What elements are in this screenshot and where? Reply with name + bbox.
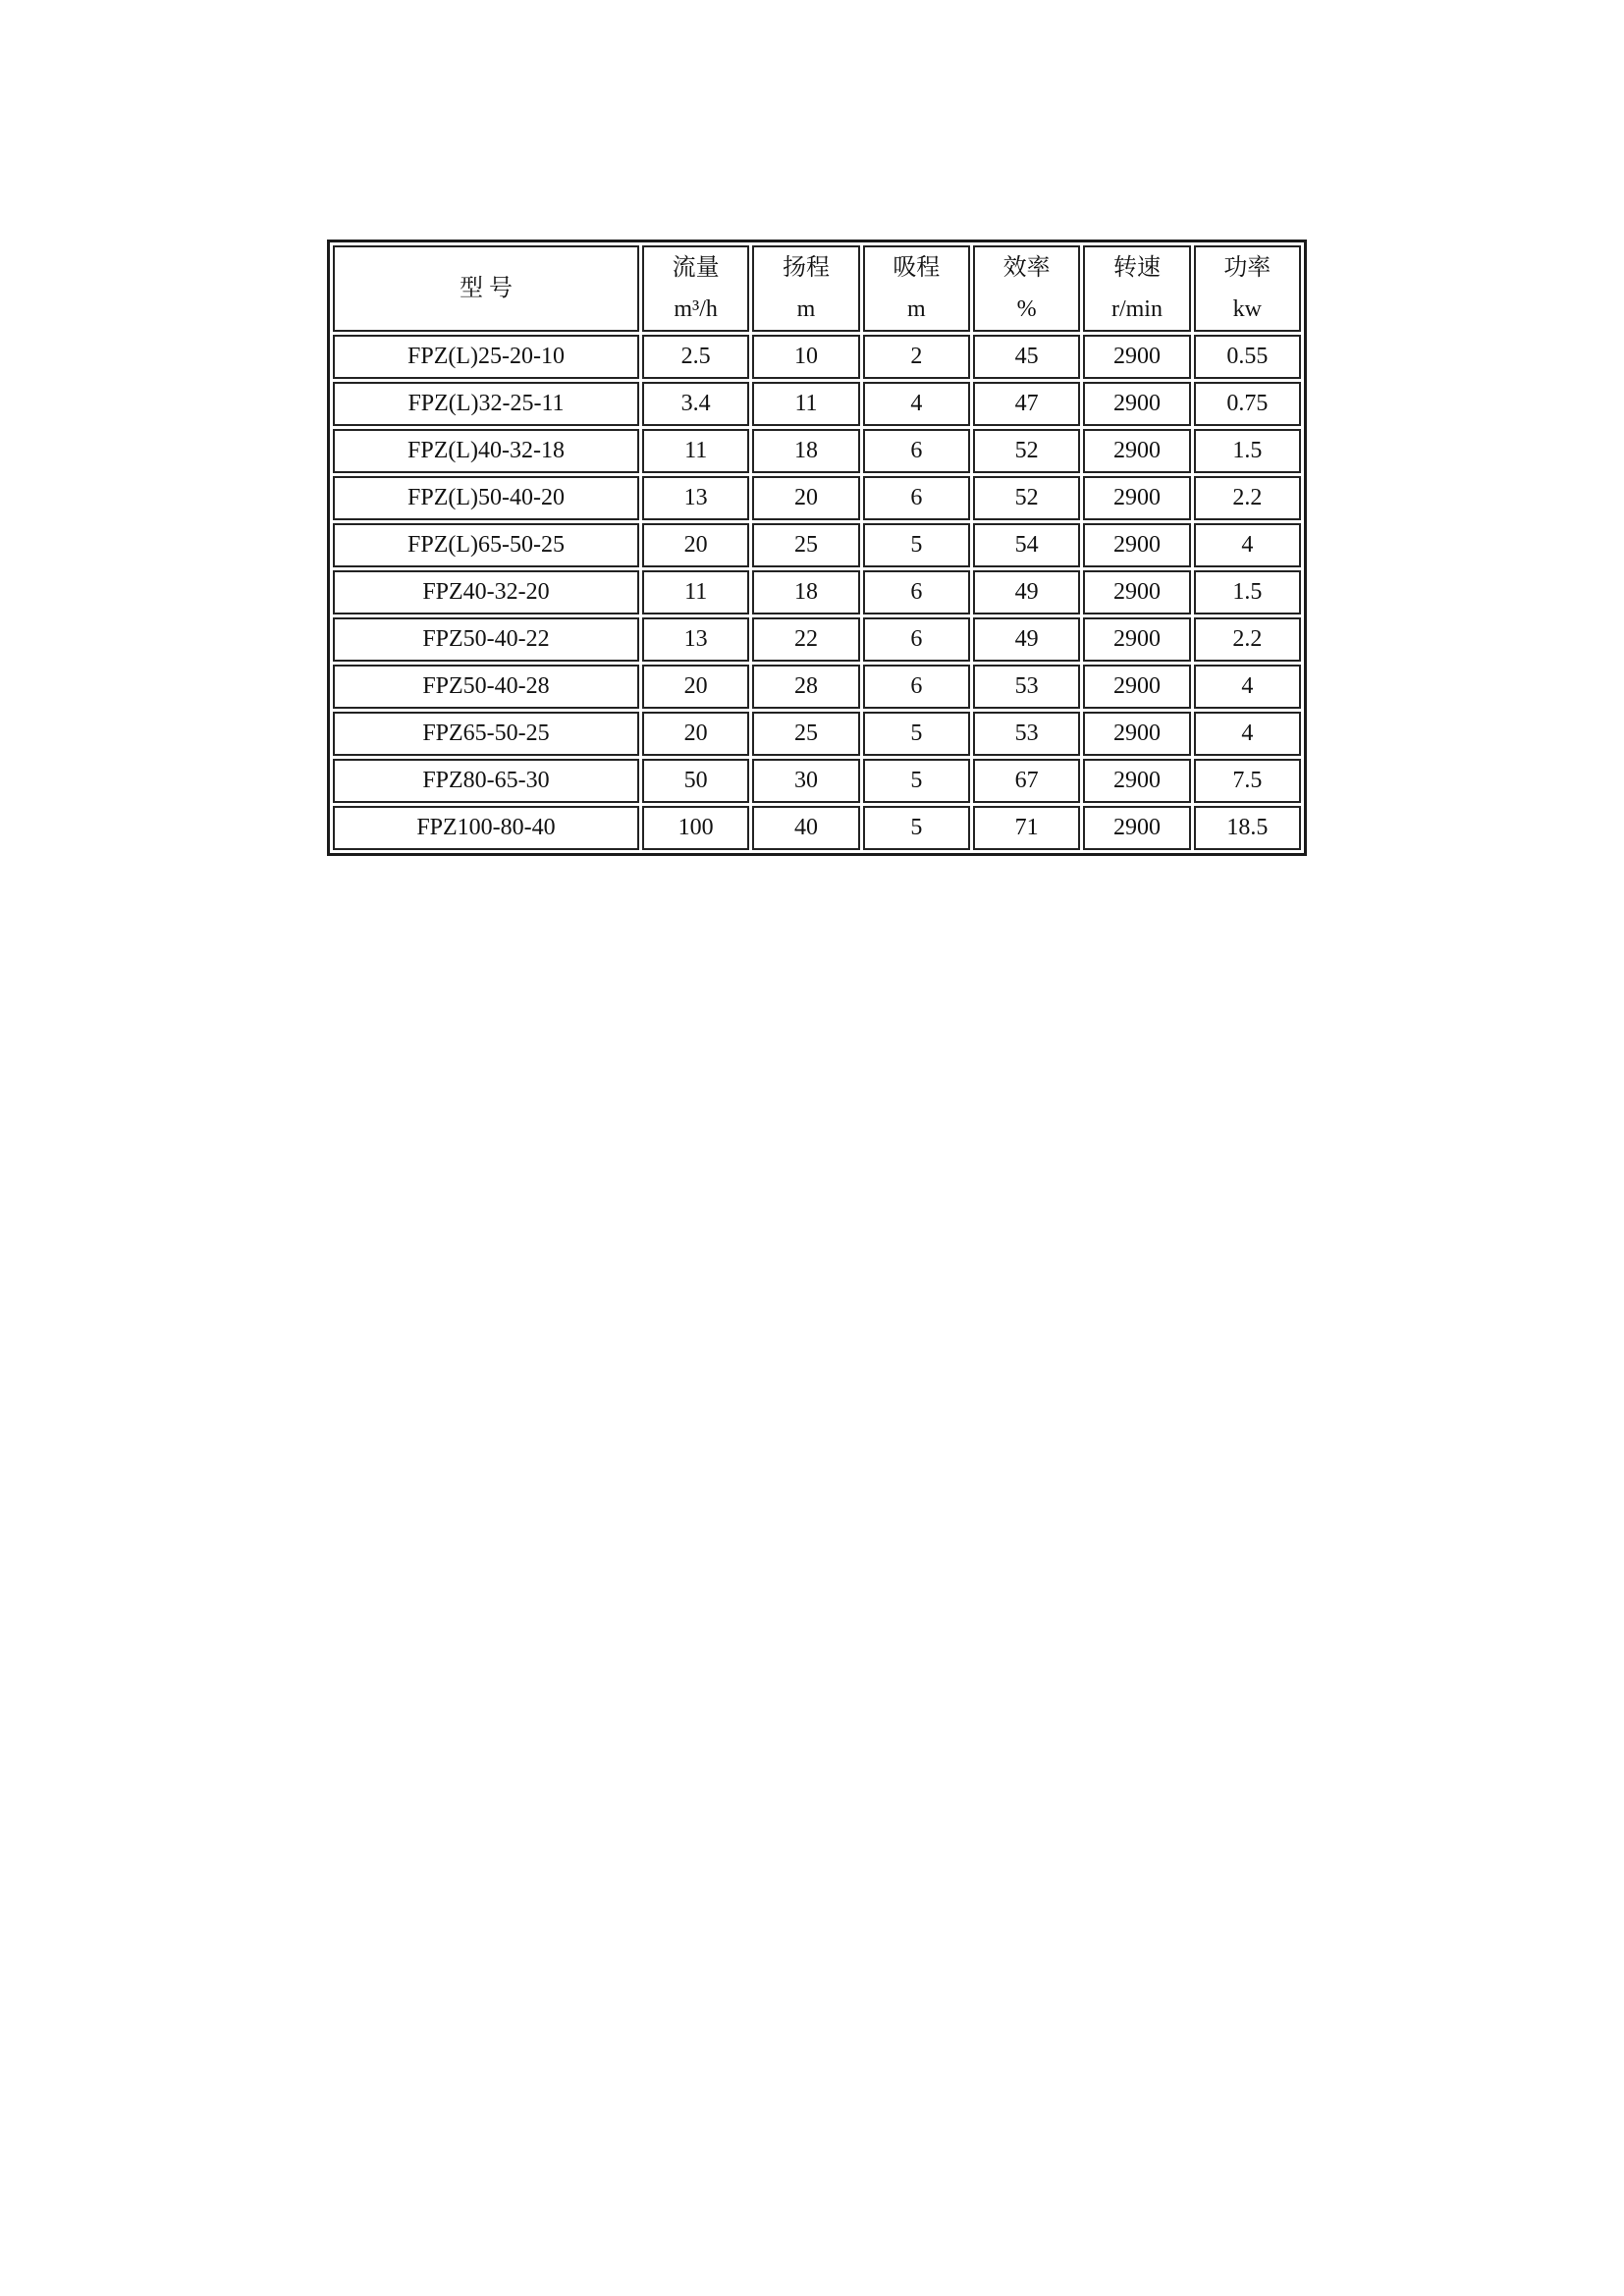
cell-efficiency: 67 <box>973 759 1080 803</box>
cell-speed: 2900 <box>1083 335 1190 379</box>
header-suction <box>863 245 970 332</box>
cell-power: 1.5 <box>1194 429 1301 473</box>
cell-model: FPZ65-50-25 <box>333 712 639 756</box>
cell-model: FPZ40-32-20 <box>333 570 639 614</box>
cell-model: FPZ(L)25-20-10 <box>333 335 639 379</box>
cell-head: 40 <box>752 806 859 850</box>
table-row <box>333 617 1301 662</box>
header-efficiency <box>973 245 1080 332</box>
cell-flow: 2.5 <box>642 335 749 379</box>
cell-head: 18 <box>752 570 859 614</box>
cell-flow: 3.4 <box>642 382 749 426</box>
header-unit: m <box>906 296 926 322</box>
header-label: 型 号 <box>460 276 513 301</box>
header-flow <box>642 245 749 332</box>
table-row <box>333 476 1301 520</box>
cell-speed: 2900 <box>1083 382 1190 426</box>
cell-model: FPZ(L)32-25-11 <box>333 382 639 426</box>
pump-spec-table <box>327 240 1307 856</box>
cell-suction: 2 <box>863 335 970 379</box>
cell-suction: 6 <box>863 429 970 473</box>
cell-efficiency: 52 <box>973 476 1080 520</box>
cell-flow: 50 <box>642 759 749 803</box>
cell-model: FPZ80-65-30 <box>333 759 639 803</box>
table-row <box>333 806 1301 850</box>
header-label: 扬程 <box>782 255 830 281</box>
cell-power: 0.75 <box>1194 382 1301 426</box>
cell-model: FPZ50-40-22 <box>333 617 639 662</box>
cell-efficiency: 49 <box>973 617 1080 662</box>
cell-flow: 13 <box>642 476 749 520</box>
header-power <box>1194 245 1301 332</box>
cell-power: 4 <box>1194 665 1301 709</box>
cell-head: 18 <box>752 429 859 473</box>
table-row <box>333 759 1301 803</box>
cell-head: 30 <box>752 759 859 803</box>
cell-power: 2.2 <box>1194 476 1301 520</box>
cell-speed: 2900 <box>1083 429 1190 473</box>
cell-speed: 2900 <box>1083 712 1190 756</box>
cell-flow: 100 <box>642 806 749 850</box>
cell-flow: 20 <box>642 523 749 567</box>
header-unit: m <box>796 296 816 322</box>
table-row <box>333 570 1301 614</box>
cell-head: 25 <box>752 712 859 756</box>
header-label: 吸程 <box>893 255 941 281</box>
table-row <box>333 712 1301 756</box>
table-row <box>333 335 1301 379</box>
cell-efficiency: 45 <box>973 335 1080 379</box>
cell-model: FPZ(L)50-40-20 <box>333 476 639 520</box>
cell-head: 22 <box>752 617 859 662</box>
cell-flow: 11 <box>642 429 749 473</box>
cell-efficiency: 49 <box>973 570 1080 614</box>
cell-suction: 5 <box>863 806 970 850</box>
cell-model: FPZ100-80-40 <box>333 806 639 850</box>
cell-efficiency: 54 <box>973 523 1080 567</box>
header-unit: % <box>1016 296 1037 322</box>
cell-speed: 2900 <box>1083 523 1190 567</box>
spec-table-grid <box>330 242 1304 853</box>
table-row <box>333 429 1301 473</box>
cell-suction: 4 <box>863 382 970 426</box>
cell-speed: 2900 <box>1083 665 1190 709</box>
cell-power: 4 <box>1194 523 1301 567</box>
cell-model: FPZ(L)65-50-25 <box>333 523 639 567</box>
cell-efficiency: 53 <box>973 712 1080 756</box>
cell-suction: 5 <box>863 759 970 803</box>
cell-suction: 6 <box>863 617 970 662</box>
table-row <box>333 523 1301 567</box>
cell-head: 10 <box>752 335 859 379</box>
cell-head: 11 <box>752 382 859 426</box>
cell-head: 28 <box>752 665 859 709</box>
header-label: 转速 <box>1112 255 1161 281</box>
header-unit: m³/h <box>674 296 718 322</box>
header-model <box>333 245 639 332</box>
table-row <box>333 382 1301 426</box>
cell-suction: 6 <box>863 476 970 520</box>
cell-suction: 6 <box>863 665 970 709</box>
cell-efficiency: 71 <box>973 806 1080 850</box>
table-body <box>333 335 1301 850</box>
cell-power: 1.5 <box>1194 570 1301 614</box>
cell-power: 4 <box>1194 712 1301 756</box>
cell-efficiency: 52 <box>973 429 1080 473</box>
table-row <box>333 665 1301 709</box>
header-speed <box>1083 245 1190 332</box>
cell-power: 18.5 <box>1194 806 1301 850</box>
cell-flow: 20 <box>642 665 749 709</box>
cell-speed: 2900 <box>1083 617 1190 662</box>
header-label: 流量 <box>672 255 720 281</box>
cell-flow: 13 <box>642 617 749 662</box>
cell-model: FPZ(L)40-32-18 <box>333 429 639 473</box>
cell-head: 20 <box>752 476 859 520</box>
cell-suction: 5 <box>863 712 970 756</box>
cell-power: 0.55 <box>1194 335 1301 379</box>
cell-suction: 6 <box>863 570 970 614</box>
cell-efficiency: 53 <box>973 665 1080 709</box>
cell-power: 2.2 <box>1194 617 1301 662</box>
header-row <box>333 245 1301 332</box>
cell-flow: 20 <box>642 712 749 756</box>
cell-flow: 11 <box>642 570 749 614</box>
header-unit: kw <box>1232 296 1262 322</box>
cell-efficiency: 47 <box>973 382 1080 426</box>
cell-model: FPZ50-40-28 <box>333 665 639 709</box>
cell-head: 25 <box>752 523 859 567</box>
cell-speed: 2900 <box>1083 476 1190 520</box>
cell-speed: 2900 <box>1083 570 1190 614</box>
table-header <box>333 245 1301 332</box>
cell-speed: 2900 <box>1083 759 1190 803</box>
header-unit: r/min <box>1110 296 1163 322</box>
header-label: 功率 <box>1223 255 1272 281</box>
cell-suction: 5 <box>863 523 970 567</box>
cell-speed: 2900 <box>1083 806 1190 850</box>
cell-power: 7.5 <box>1194 759 1301 803</box>
header-head <box>752 245 859 332</box>
header-label: 效率 <box>1002 255 1051 281</box>
